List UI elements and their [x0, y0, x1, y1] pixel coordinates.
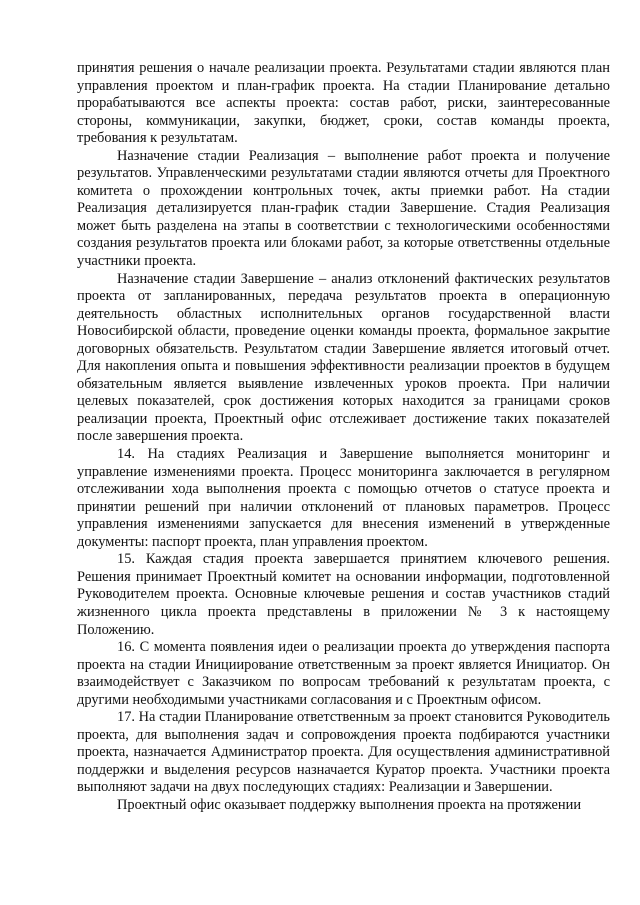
paragraph-item-15: 15. Каждая стадия проекта завершается принятием ключевого решения. Решения принимает Проектный комитет на основании информации, подготовленной Руководителем проекта. Основные ключевые решения и состав участников стадий жизненного цикла проекта представлены в приложении № 3 к настоящему Положению.: [77, 551, 610, 638]
paragraph-project-office-support: Проектный офис оказывает поддержку выполнения проекта на протяжении: [117, 796, 582, 813]
paragraph-item-17: 17. На стадии Планирование ответственным за проект становится Руководитель проекта, для выполнения задач и сопровождения проекта подбираются участники проекта, назначается Администратор проекта. Для осуществления административной поддержки и выделения ресурсов назначается Куратор проекта. Участники проекта выполняют задачи на двух последующих стадиях: Реализации и Завершении.: [77, 709, 610, 796]
paragraph-planning-continuation: принятия решения о начале реализации проекта. Результатами стадии являются план управления проектом и план-график проекта. На стадии Планирование детально прорабатываются все аспекты проекта: состав работ, риски, заинтересованные стороны, коммуникации, закупки, бюджет, сроки, состав команды проекта, требования к результатам.: [77, 60, 610, 147]
document-page: [77, 60, 610, 815]
paragraph-completion-stage: Назначение стадии Завершение – анализ отклонений фактических результатов проекта от запланированных, передача результатов проекта в операционную деятельность областных исполнительных органов государственной власти Новосибирской области, проведение оценки команды проекта, формальное закрытие договорных обязательств. Результатом стадии Завершение является итоговый отчет. Для накопления опыта и повышения эффективности реализации проектов в будущем обязательным является выявление извлеченных уроков проекта. При наличии целевых показателей, срок достижения которых находится за границами сроков реализации проекта, Проектный офис отслеживает достижение таких показателей после завершения проекта.: [77, 270, 610, 445]
paragraph-implementation-stage: Назначение стадии Реализация – выполнение работ проекта и получение результатов. Управленческими результатами стадии являются отчеты для Проектного комитета о прохождении контрольных точек, акты приемки работ. На стадии Реализация детализируется план-график стадии Завершение. Стадия Реализация может быть разделена на этапы в соответствии с технологическими особенностями создания результатов проекта или блоками работ, за которые ответственны отдельные участники проекта.: [77, 147, 610, 270]
paragraph-item-16: 16. С момента появления идеи о реализации проекта до утверждения паспорта проекта на стадии Инициирование ответственным за проект является Инициатор. Он взаимодействует с Заказчиком по вопросам требований к результатам проекта, с другими необходимыми участниками согласования и с Проектным офисом.: [77, 639, 610, 708]
paragraph-item-14: 14. На стадиях Реализация и Завершение выполняется мониторинг и управление изменениями проекта. Процесс мониторинга заключается в регулярном отслеживании хода выполнения проекта с помощью отчетов о статусе проекта и принятии решений при наличии отклонений от плановых параметров. Процесс управления изменениями запускается для внесения изменений в утвержденные документы: паспорт проекта, план управления проектом.: [77, 446, 610, 550]
